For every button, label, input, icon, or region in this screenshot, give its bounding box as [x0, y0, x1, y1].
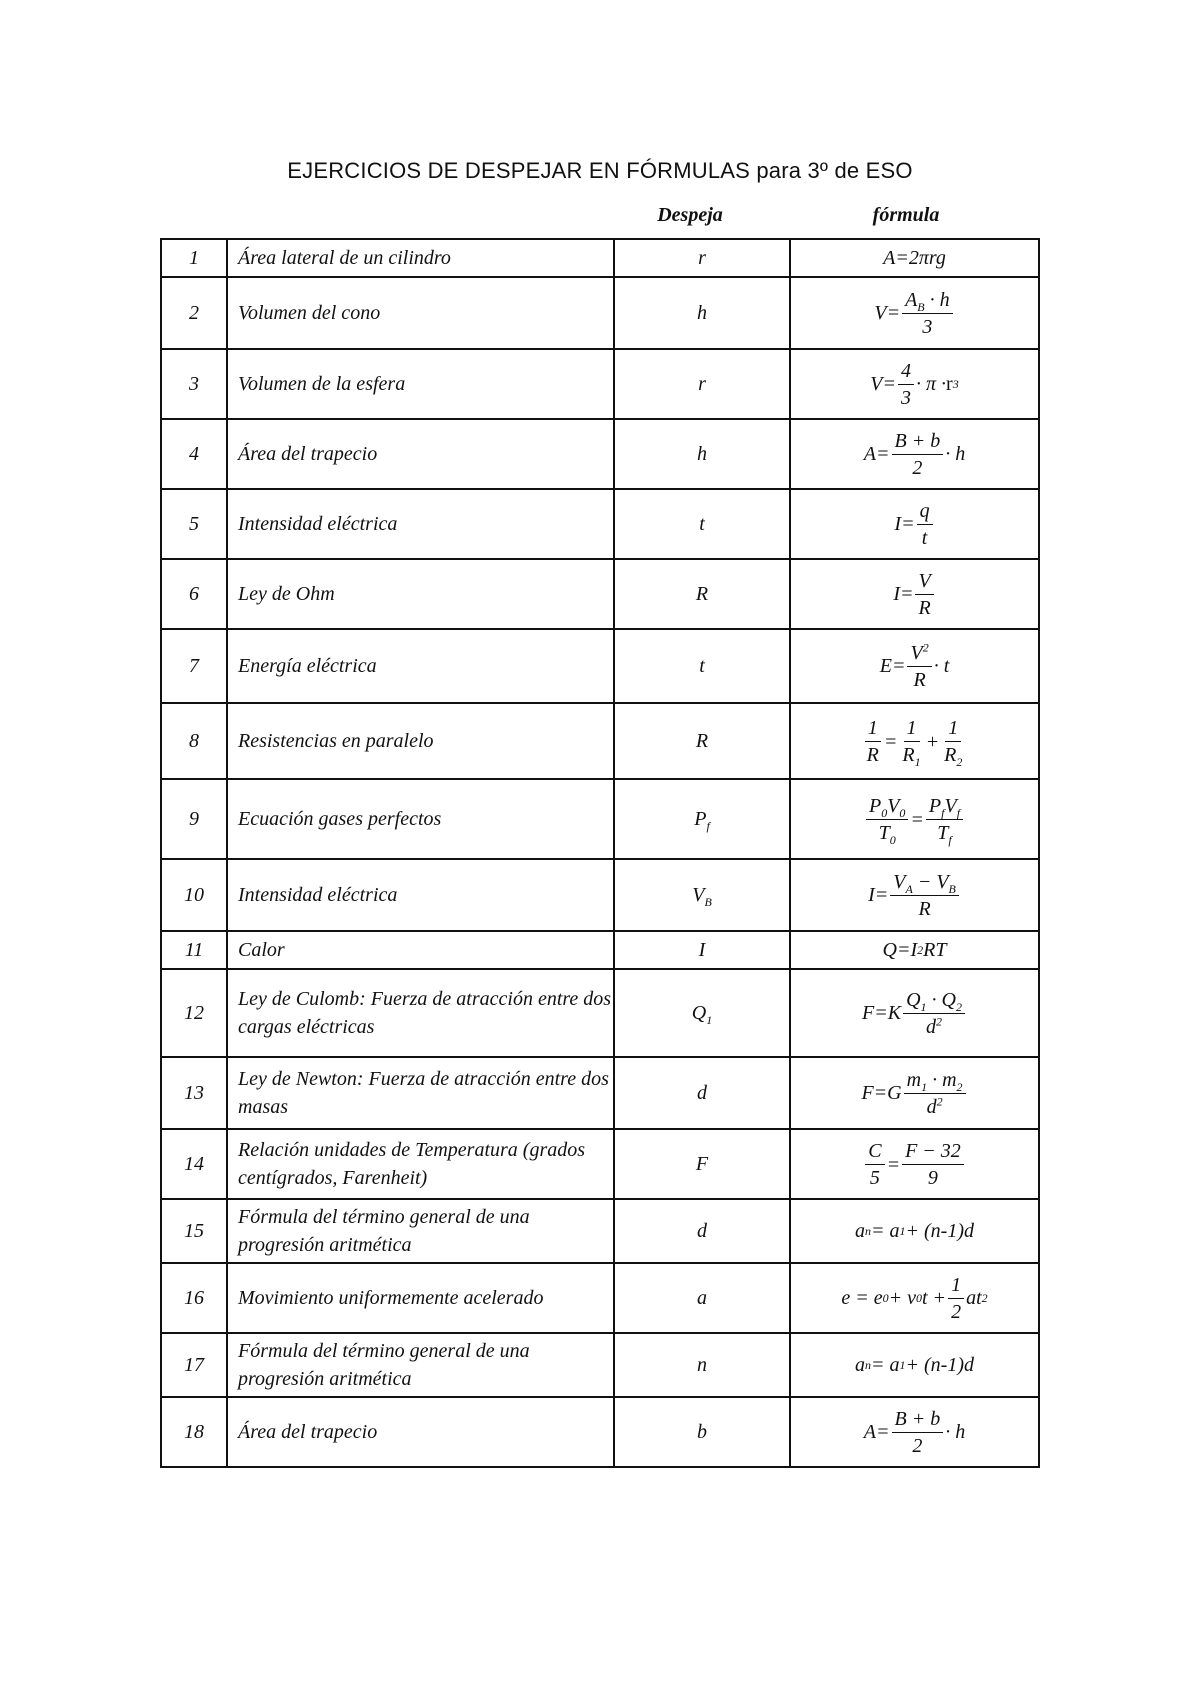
row-number: 17 — [161, 1333, 227, 1397]
row-variable: r — [614, 239, 790, 277]
row-variable: n — [614, 1333, 790, 1397]
row-formula: I= $\frac{V_A - V_B}{R}$ — [790, 859, 1039, 931]
row-description: Ley de Ohm — [227, 559, 614, 629]
row-description: Área lateral de un cilindro — [227, 239, 614, 277]
row-variable: t — [614, 489, 790, 559]
row-number: 2 — [161, 277, 227, 349]
row-number: 12 — [161, 969, 227, 1057]
table-row — [161, 419, 1039, 489]
row-description: Resistencias en paralelo — [227, 703, 614, 779]
table-row — [161, 1057, 1039, 1129]
row-description: Ley de Newton: Fuerza de atracción entre dos masas — [227, 1057, 614, 1129]
row-variable: h — [614, 419, 790, 489]
page-title: EJERCICIOS DE DESPEJAR EN FÓRMULAS para 3º de ESO — [287, 158, 913, 183]
row-number: 6 — [161, 559, 227, 629]
row-description: Volumen de la esfera — [227, 349, 614, 419]
row-variable: $P_f$ — [614, 779, 790, 859]
row-formula: e = e 0 + v 0 t + $\frac{1}{2}$ at 2 — [790, 1263, 1039, 1333]
row-number: 3 — [161, 349, 227, 419]
row-variable: h — [614, 277, 790, 349]
header-despeja: Despeja — [657, 204, 723, 226]
row-formula: I= $\frac{V}{R}$ — [790, 559, 1039, 629]
row-number: 10 — [161, 859, 227, 931]
table-row — [161, 779, 1039, 859]
row-number: 9 — [161, 779, 227, 859]
row-description: Intensidad eléctrica — [227, 489, 614, 559]
row-formula: A= $\frac{B + b}{2}$ · h — [790, 419, 1039, 489]
row-description: Energía eléctrica — [227, 629, 614, 703]
row-variable: $V_B$ — [614, 859, 790, 931]
row-formula: a n = a 1 + (n-1)d — [790, 1333, 1039, 1397]
row-formula: E= $\frac{V^2}{R}$ · t — [790, 629, 1039, 703]
row-formula: Q=I 2 RT — [790, 931, 1039, 969]
exercises-table — [160, 238, 1040, 1468]
table-row — [161, 239, 1039, 277]
row-number: 5 — [161, 489, 227, 559]
row-variable: d — [614, 1057, 790, 1129]
row-number: 15 — [161, 1199, 227, 1263]
row-formula: V= $\frac{A_B \cdot h}{3}$ — [790, 277, 1039, 349]
row-formula: I= $\frac{q}{t}$ — [790, 489, 1039, 559]
row-description: Calor — [227, 931, 614, 969]
row-description: Relación unidades de Temperatura (grados centígrados, Farenheit) — [227, 1129, 614, 1199]
row-formula: F=K $\frac{Q_1 \cdot Q_2}{d^2}$ — [790, 969, 1039, 1057]
row-variable: a — [614, 1263, 790, 1333]
row-formula: $\frac{1}{R}$ = $\frac{1}{R_1}$ + $\frac{1}{R_2}$ — [790, 703, 1039, 779]
table-row — [161, 1263, 1039, 1333]
table-row — [161, 703, 1039, 779]
table-row — [161, 277, 1039, 349]
row-formula: $\frac{C}{5}$ = $\frac{F - 32}{9}$ — [790, 1129, 1039, 1199]
row-description: Fórmula del término general de una progresión aritmética — [227, 1199, 614, 1263]
table-row — [161, 931, 1039, 969]
table-row — [161, 489, 1039, 559]
row-description: Área del trapecio — [227, 419, 614, 489]
row-description: Ley de Culomb: Fuerza de atracción entre dos cargas eléctricas — [227, 969, 614, 1057]
header-formula: fórmula — [872, 204, 940, 226]
row-description: Movimiento uniformemente acelerado — [227, 1263, 614, 1333]
row-variable: F — [614, 1129, 790, 1199]
row-variable: I — [614, 931, 790, 969]
row-formula: A=2πrg — [790, 239, 1039, 277]
row-variable: r — [614, 349, 790, 419]
table-row — [161, 559, 1039, 629]
row-formula: a n = a 1 + (n-1)d — [790, 1199, 1039, 1263]
row-variable: d — [614, 1199, 790, 1263]
row-variable: t — [614, 629, 790, 703]
table-row — [161, 1333, 1039, 1397]
row-description: Intensidad eléctrica — [227, 859, 614, 931]
row-variable: R — [614, 559, 790, 629]
table-row — [161, 1397, 1039, 1467]
row-formula: V= $\frac{4}{3}$ · π · r 3 — [790, 349, 1039, 419]
row-description: Área del trapecio — [227, 1397, 614, 1467]
row-variable: $Q_1$ — [614, 969, 790, 1057]
row-number: 1 — [161, 239, 227, 277]
row-variable: R — [614, 703, 790, 779]
row-number: 7 — [161, 629, 227, 703]
row-number: 4 — [161, 419, 227, 489]
row-number: 14 — [161, 1129, 227, 1199]
table-row — [161, 1199, 1039, 1263]
table-row — [161, 349, 1039, 419]
row-number: 16 — [161, 1263, 227, 1333]
row-formula: F=G $\frac{m_1 \cdot m_2}{d^2}$ — [790, 1057, 1039, 1129]
row-formula: A= $\frac{B + b}{2}$ · h — [790, 1397, 1039, 1467]
row-description: Ecuación gases perfectos — [227, 779, 614, 859]
table-row — [161, 859, 1039, 931]
row-number: 11 — [161, 931, 227, 969]
table-row — [161, 1129, 1039, 1199]
row-number: 13 — [161, 1057, 227, 1129]
row-description: Fórmula del término general de una progresión aritmética — [227, 1333, 614, 1397]
row-description: Volumen del cono — [227, 277, 614, 349]
table-row — [161, 969, 1039, 1057]
row-number: 8 — [161, 703, 227, 779]
row-number: 18 — [161, 1397, 227, 1467]
table-row — [161, 629, 1039, 703]
row-variable: b — [614, 1397, 790, 1467]
row-formula: $\frac{P_0V_0}{T_0}$ = $\frac{P_fV_f}{T_f}$ — [790, 779, 1039, 859]
